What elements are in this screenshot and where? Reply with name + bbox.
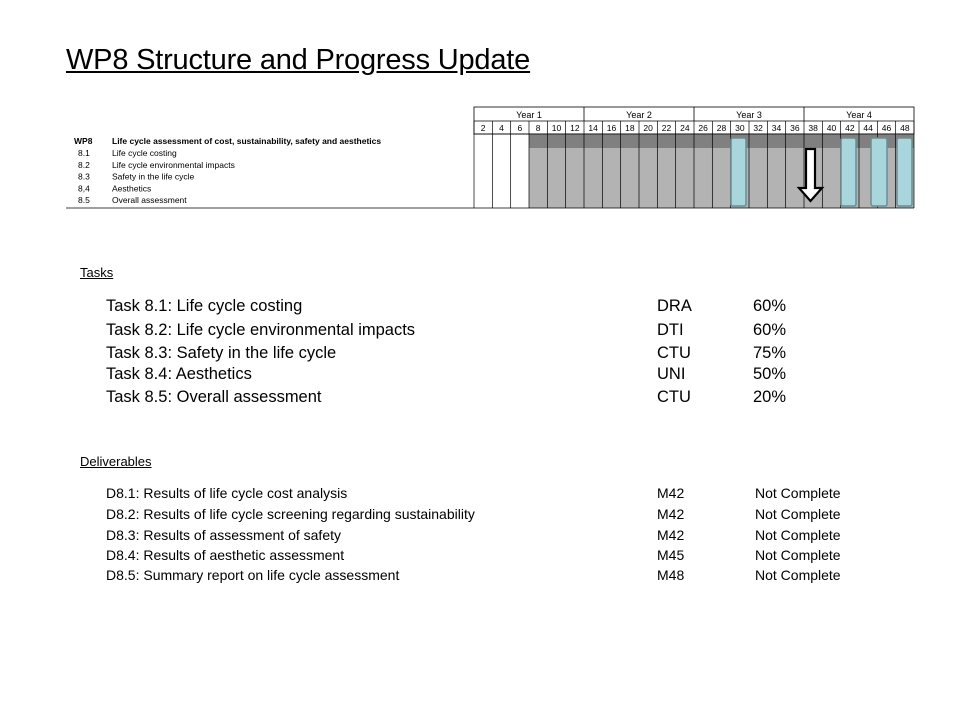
task-name: Task 8.1: Life cycle costing xyxy=(106,297,303,315)
task-partner: UNI xyxy=(657,365,686,383)
task-progress: 60% xyxy=(753,297,787,315)
month-label: 28 xyxy=(716,123,727,133)
wp-id: WP8 xyxy=(74,136,93,146)
month-label: 44 xyxy=(863,123,873,133)
deliverable-status: Not Complete xyxy=(755,547,841,563)
task-name: Task 8.5: Overall assessment xyxy=(106,388,322,406)
task-partner: CTU xyxy=(657,344,691,362)
task-label: Life cycle environmental impacts xyxy=(112,159,235,170)
task-name: Task 8.3: Safety in the life cycle xyxy=(106,344,337,362)
task-partner: DRA xyxy=(657,297,692,315)
month-label: 14 xyxy=(588,123,598,133)
deliverable-status: Not Complete xyxy=(755,567,841,583)
deliverable-due: M48 xyxy=(657,567,685,583)
month-label: 34 xyxy=(771,123,782,133)
year-label: Year 1 xyxy=(516,110,542,120)
task-label: Safety in the life cycle xyxy=(112,171,195,182)
month-label: 38 xyxy=(808,123,818,133)
month-label: 6 xyxy=(517,123,523,133)
task-id: 8,4 xyxy=(78,183,90,194)
task-id: 8.3 xyxy=(78,171,90,182)
month-label: 36 xyxy=(790,123,800,133)
deliverable-name: D8.4: Results of aesthetic assessment xyxy=(106,547,345,563)
deliverable-due: M45 xyxy=(657,547,685,563)
month-label: 48 xyxy=(900,123,910,133)
month-label: 46 xyxy=(881,123,892,133)
month-label: 8 xyxy=(535,123,541,133)
month-label: 30 xyxy=(735,123,745,133)
deliverable-status: Not Complete xyxy=(755,485,841,501)
month-label: 18 xyxy=(625,123,635,133)
task-progress: 50% xyxy=(753,365,787,383)
month-label: 26 xyxy=(698,123,708,133)
task-partner: CTU xyxy=(657,388,691,406)
tasks-heading: Tasks xyxy=(80,265,114,280)
deliverable-due: M42 xyxy=(657,527,685,543)
month-label: 40 xyxy=(826,123,837,133)
milestone-marker xyxy=(731,138,746,206)
milestone-marker xyxy=(897,138,912,206)
milestone-marker xyxy=(841,138,856,206)
year-label: Year 3 xyxy=(736,110,762,120)
month-label: 22 xyxy=(661,123,672,133)
month-label: 2 xyxy=(480,123,486,133)
month-label: 4 xyxy=(499,123,504,133)
deliverable-name: D8.2: Results of life cycle screening regarding sustainability xyxy=(106,506,475,522)
task-progress: 60% xyxy=(753,321,787,339)
year-label: Year 4 xyxy=(846,110,872,120)
task-label: Life cycle costing xyxy=(112,148,177,158)
deliverables-heading: Deliverables xyxy=(80,454,152,469)
task-progress: 75% xyxy=(753,344,787,362)
deliverable-due: M42 xyxy=(657,506,685,522)
deliverable-status: Not Complete xyxy=(755,527,841,543)
year-label: Year 2 xyxy=(626,110,652,120)
deliverable-name: D8.5: Summary report on life cycle assessment xyxy=(106,567,400,583)
milestone-marker xyxy=(871,138,887,206)
month-label: 20 xyxy=(643,123,653,133)
month-label: 42 xyxy=(845,123,855,133)
task-id: 8.1 xyxy=(78,148,90,158)
month-label: 32 xyxy=(753,123,763,133)
task-label: Aesthetics xyxy=(112,183,152,194)
wp-title: Life cycle assessment of cost, sustainability, safety and aesthetics xyxy=(112,136,382,146)
month-label: 12 xyxy=(570,123,580,133)
task-partner: DTI xyxy=(657,321,684,339)
page-title: WP8 Structure and Progress Update xyxy=(66,44,531,76)
deliverable-due: M42 xyxy=(657,485,685,501)
task-id: 8.5 xyxy=(78,195,90,206)
month-label: 16 xyxy=(606,123,617,133)
task-progress: 20% xyxy=(753,388,787,406)
task-name: Task 8.4: Aesthetics xyxy=(106,365,252,383)
task-name: Task 8.2: Life cycle environmental impacts xyxy=(106,321,416,339)
deliverable-status: Not Complete xyxy=(755,506,841,522)
deliverable-name: D8.1: Results of life cycle cost analysis xyxy=(106,485,348,501)
month-label: 10 xyxy=(551,123,562,133)
task-id: 8.2 xyxy=(78,159,90,170)
deliverable-name: D8.3: Results of assessment of safety xyxy=(106,527,341,543)
task-label: Overall assessment xyxy=(112,195,187,206)
month-label: 24 xyxy=(680,123,690,133)
